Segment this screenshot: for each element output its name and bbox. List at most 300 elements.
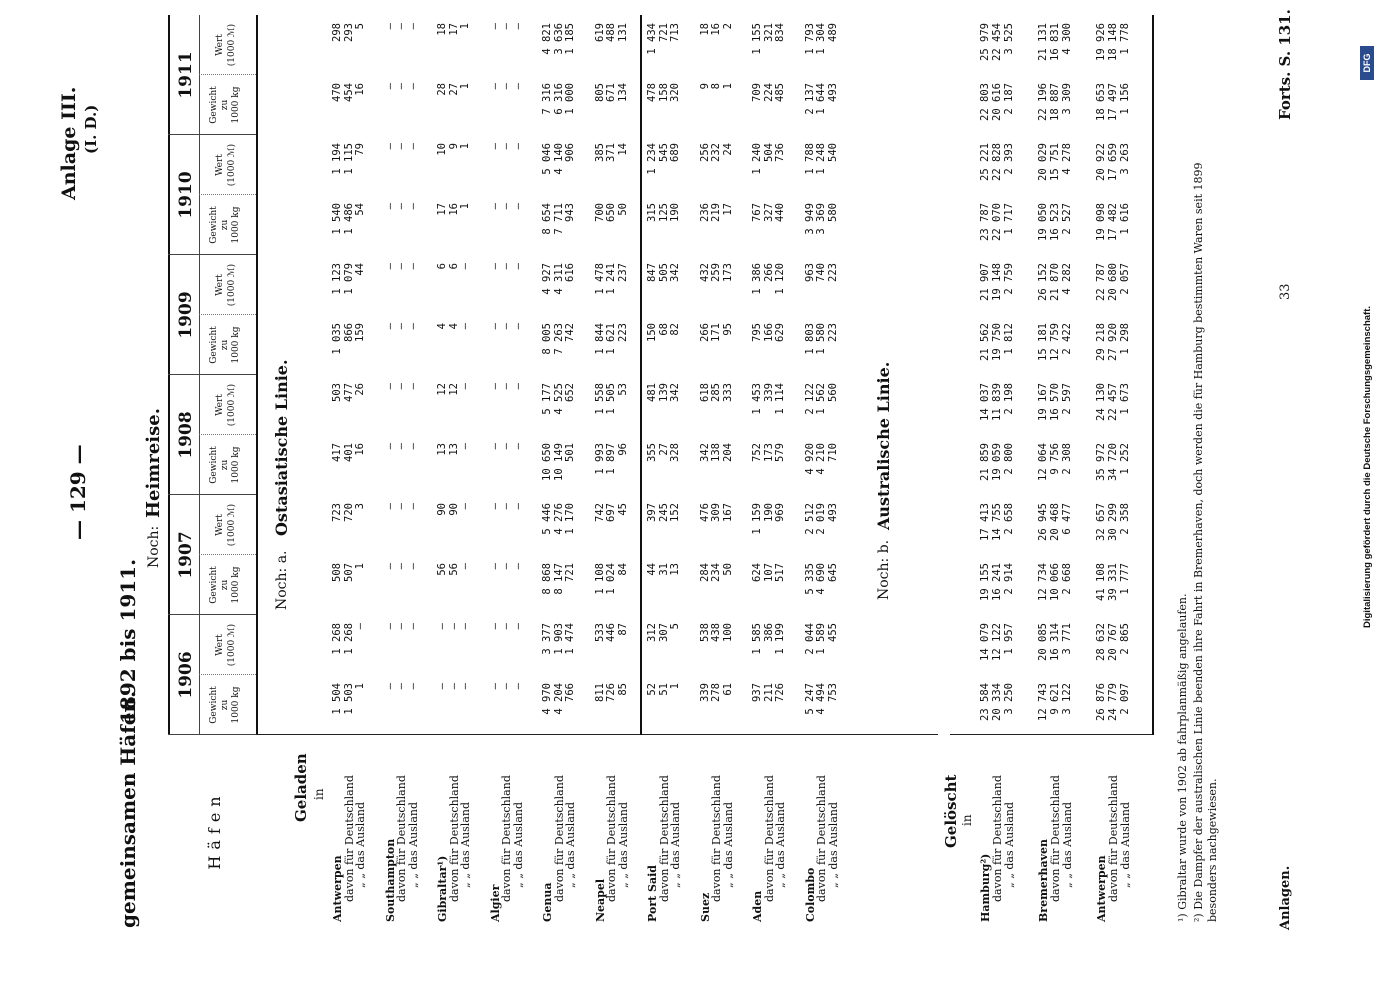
cell-value: 96	[616, 443, 629, 456]
cell-value: 8 005	[541, 323, 553, 355]
cell-value: 969	[774, 503, 786, 522]
cell-value: 386	[762, 623, 775, 642]
cell-value: 1 185	[564, 23, 576, 55]
cell-value: 1 114	[774, 383, 786, 415]
row-label: „ „ das Ausland	[1003, 801, 1016, 888]
cell-value: 12 743	[1037, 683, 1049, 721]
cell-value: 9	[447, 143, 460, 150]
cell-value: 23 787	[979, 203, 991, 241]
weight-header: Gewicht	[209, 446, 219, 484]
cell-value: 166	[762, 323, 775, 342]
row-label: davon für Deutschland	[991, 775, 1004, 902]
cell-value: —	[447, 683, 460, 690]
cell-value: 1	[459, 83, 471, 90]
cell-value: 342	[669, 263, 681, 282]
header-bottom-rule	[256, 15, 258, 735]
cell-value: 20 616	[991, 83, 1003, 121]
cell-value: 12 759	[1049, 323, 1061, 361]
cell-value: 1 035	[331, 323, 343, 355]
cell-value: 13	[436, 443, 448, 456]
cell-value: 10 066	[1049, 563, 1061, 601]
cell-value: 1 000	[564, 83, 576, 115]
value-header: Wert	[215, 634, 225, 656]
cell-value: 720	[342, 503, 355, 522]
value-header: Wert	[215, 514, 225, 536]
cell-value: 16	[710, 23, 722, 36]
cell-value: 61	[721, 683, 734, 696]
row-label: Port Said	[646, 865, 659, 922]
cell-value: 4 821	[541, 23, 553, 55]
cell-value: 937	[751, 683, 763, 702]
cell-value: 6	[447, 263, 460, 270]
cell-value: 1	[721, 83, 734, 90]
cell-value: 697	[605, 503, 617, 522]
value-header: Wert	[215, 394, 225, 416]
cell-value: 10	[436, 143, 448, 156]
title-left: gemeinsamen Häfen.	[116, 690, 140, 928]
cell-value: 5 446	[541, 503, 553, 535]
cell-value: —	[488, 143, 501, 150]
cell-value: 28	[436, 83, 448, 96]
row-label: Hamburg²)	[979, 853, 992, 922]
cell-value: 1 240	[751, 143, 763, 175]
cell-value: 285	[710, 383, 722, 402]
cell-value: 6	[436, 263, 448, 270]
cell-value: 2 019	[815, 503, 827, 535]
cell-value: 355	[646, 443, 658, 462]
cell-value: 1	[459, 143, 471, 150]
cell-value: 150	[646, 323, 658, 342]
cell-value: —	[436, 683, 448, 690]
weight-header: zu	[220, 339, 230, 351]
cell-value: 766	[564, 683, 576, 702]
cell-value: 1	[669, 683, 681, 690]
cell-value: 1 621	[605, 323, 617, 355]
cell-value: 51	[657, 683, 670, 696]
cell-value: 866	[342, 323, 355, 342]
cell-value: —	[511, 143, 524, 150]
cell-value: 1 644	[815, 83, 827, 115]
cell-value: —	[395, 83, 407, 90]
year-header: 1909	[176, 291, 196, 339]
cell-value: 1 503	[342, 683, 355, 715]
cell-value: 616	[564, 263, 576, 282]
cell-value: 4 282	[1061, 263, 1073, 295]
cell-value: 22 070	[991, 203, 1003, 241]
cell-value: 446	[605, 623, 617, 642]
title-years: 1892 bis 1911.	[116, 558, 140, 724]
cell-value: 3 949	[803, 203, 816, 235]
cell-value: 1 304	[815, 23, 827, 55]
cell-value: 232	[710, 143, 722, 162]
cell-value: —	[383, 323, 396, 330]
cell-value: 7 263	[552, 323, 565, 355]
cell-value: 4 920	[803, 443, 816, 475]
cell-value: 371	[605, 143, 617, 162]
digitization-note: Digitalisierung gefördert durch die Deutsche Forschungsgemeinschaft.	[1362, 306, 1373, 628]
cell-value: 1	[354, 563, 366, 570]
weight-header: 1000 kg	[231, 86, 241, 124]
cell-value: —	[511, 503, 524, 510]
cell-value: 440	[774, 203, 786, 222]
weight-header: Gewicht	[209, 686, 219, 724]
cell-value: 1 673	[1119, 383, 1131, 415]
cell-value: 2 097	[1119, 683, 1131, 715]
cell-value: —	[395, 683, 407, 690]
cell-value: —	[395, 563, 407, 570]
cell-value: 493	[826, 503, 839, 522]
cell-value: 740	[815, 263, 827, 282]
cell-value: 1 194	[331, 143, 343, 175]
cell-value: 7 711	[552, 203, 565, 235]
cell-value: 21 870	[1049, 263, 1061, 301]
cell-value: 618	[698, 383, 711, 402]
cell-value: 18	[436, 23, 448, 36]
cell-value: 1 803	[803, 323, 816, 355]
cell-value: 9	[698, 83, 711, 90]
weight-header: 1000 kg	[231, 446, 241, 484]
section-loaded-sub: in	[312, 788, 326, 800]
cell-value: —	[459, 563, 471, 570]
row-label: davon für Deutschland	[342, 775, 356, 902]
cell-value: 753	[826, 683, 839, 702]
cell-value: 721	[564, 563, 576, 582]
cell-value: 485	[774, 83, 786, 102]
cell-value: —	[436, 623, 448, 630]
cell-value: —	[511, 563, 524, 570]
cell-value: —	[459, 383, 471, 390]
cell-value: 652	[564, 383, 576, 402]
cell-value: 3 771	[1061, 623, 1073, 655]
cell-value: 13	[669, 563, 681, 576]
cell-value: 19 167	[1037, 383, 1049, 421]
cell-value: 3	[354, 503, 366, 510]
cell-value: 245	[657, 503, 670, 522]
cell-value: 13	[447, 443, 460, 456]
cell-value: 16 523	[1049, 203, 1061, 241]
cell-value: —	[500, 203, 512, 210]
row-label: Antwerpen	[1095, 855, 1108, 922]
cell-value: 19 155	[979, 563, 991, 601]
cell-value: 342	[669, 383, 681, 402]
cell-value: 12	[447, 383, 460, 396]
cell-value: 16 241	[991, 563, 1003, 601]
cell-value: 22 828	[991, 143, 1003, 181]
row-label: davon für Deutschland	[605, 775, 618, 902]
cell-value: —	[500, 563, 512, 570]
cell-value: 44	[354, 263, 366, 276]
cell-value: —	[488, 563, 501, 570]
cell-value: 1	[459, 203, 471, 210]
cell-value: 470	[331, 83, 343, 102]
cell-value: 2 512	[803, 503, 816, 535]
cell-value: 3 122	[1061, 683, 1073, 715]
cell-value: 1 199	[774, 623, 786, 655]
weight-header: 1000 kg	[231, 326, 241, 364]
row-label: Colombo	[803, 867, 817, 922]
cell-value: —	[488, 203, 501, 210]
cell-value: 79	[354, 143, 366, 156]
footnote-2-line-2: besonders nachgewiesen.	[1206, 778, 1219, 922]
cell-value: 328	[669, 443, 681, 462]
cell-value: 943	[564, 203, 576, 222]
cell-value: 173	[721, 263, 734, 282]
cell-value: —	[500, 443, 512, 450]
cell-value: 19 059	[991, 443, 1003, 481]
year-header: 1911	[176, 51, 196, 99]
subtitle: Heimreise.	[143, 408, 164, 518]
table-top-rule	[168, 15, 170, 735]
value-header: (1000 ℳ)	[227, 263, 237, 307]
cell-value: 723	[331, 503, 343, 522]
weight-header: Gewicht	[209, 86, 219, 124]
row-label: Genua	[541, 882, 554, 922]
cell-value: —	[459, 503, 471, 510]
year-header: 1907	[176, 531, 196, 579]
page-number: — 129 —	[66, 444, 90, 540]
cell-value: —	[511, 623, 524, 630]
cell-value: 17 482	[1107, 203, 1119, 241]
cell-value: 90	[436, 503, 448, 516]
cell-value: —	[406, 623, 419, 630]
cell-value: 236	[698, 203, 711, 222]
cell-value: 167	[721, 503, 734, 522]
cell-value: —	[488, 503, 501, 510]
cell-value: 307	[657, 623, 670, 642]
cell-value: 339	[762, 383, 775, 402]
footer-continued: Forts. S. 131.	[1276, 9, 1294, 120]
cell-value: 29 218	[1095, 323, 1107, 361]
cell-value: 4 204	[552, 683, 565, 715]
cell-value: 24 779	[1107, 683, 1119, 721]
cell-value: —	[383, 563, 396, 570]
cell-value: 1 108	[593, 563, 606, 595]
cell-value: 1 474	[564, 623, 576, 655]
cell-value: 2 187	[1003, 83, 1015, 115]
cell-value: 1 155	[751, 23, 763, 55]
weight-header: 1000 kg	[231, 566, 241, 604]
row-label: davon für Deutschland	[447, 775, 461, 902]
cell-value: 2 122	[803, 383, 816, 415]
cell-value: 501	[564, 443, 576, 462]
cell-value: 30 299	[1107, 503, 1119, 541]
cell-value: 805	[593, 83, 606, 102]
cell-value: 2 393	[1003, 143, 1015, 175]
cell-value: 3 369	[815, 203, 827, 235]
cell-value: 1 777	[1119, 563, 1131, 595]
cell-value: —	[406, 203, 419, 210]
cell-value: 417	[331, 443, 343, 462]
cell-value: 1 505	[605, 383, 617, 415]
cell-value: 19 750	[991, 323, 1003, 361]
cell-value: 312	[646, 623, 658, 642]
cell-value: 432	[698, 263, 711, 282]
cell-value: 2 044	[803, 623, 816, 655]
footer-page-number: 33	[1278, 283, 1293, 300]
row-label: davon für Deutschland	[395, 775, 408, 902]
cell-value: 1 486	[342, 203, 355, 235]
cell-value: —	[500, 683, 512, 690]
row-label: davon für Deutschland	[657, 775, 671, 902]
cell-value: —	[488, 683, 501, 690]
cell-value: 20 029	[1037, 143, 1049, 181]
cell-value: 19 098	[1095, 203, 1107, 241]
cell-value: 158	[657, 83, 670, 102]
row-label: Gibraltar¹)	[436, 855, 449, 922]
cell-value: 25 979	[979, 23, 991, 61]
cell-value: 4 494	[815, 683, 827, 715]
cell-value: 710	[826, 443, 839, 462]
cell-value: 3 309	[1061, 83, 1073, 115]
cell-value: —	[488, 383, 501, 390]
row-label: davon für Deutschland	[552, 775, 566, 902]
cell-value: —	[395, 503, 407, 510]
weight-header: 1000 kg	[231, 206, 241, 244]
cell-value: 2 057	[1119, 263, 1131, 295]
cell-value: 4 276	[552, 503, 565, 535]
section-b-title: Australische Linie.	[874, 361, 893, 530]
cell-value: 1 844	[593, 323, 606, 355]
cell-value: 18 653	[1095, 83, 1107, 121]
section-a-title: Ostasiatische Linie.	[272, 359, 291, 536]
cell-value: 82	[669, 323, 681, 336]
cell-value: 16	[354, 83, 366, 96]
cell-value: —	[383, 383, 396, 390]
cell-value: 709	[751, 83, 763, 102]
cell-value: 309	[710, 503, 722, 522]
cell-value: 50	[721, 563, 734, 576]
cell-value: 333	[721, 383, 734, 402]
cell-value: 4 927	[541, 263, 553, 295]
cell-value: 12 734	[1037, 563, 1049, 601]
cell-value: 14 037	[979, 383, 991, 421]
cell-value: 17	[447, 23, 460, 36]
cell-value: 15 181	[1037, 323, 1049, 361]
cell-value: 721	[657, 23, 670, 42]
cell-value: 20 922	[1095, 143, 1107, 181]
section-unloaded-sub: in	[960, 814, 974, 826]
cell-value: 90	[447, 503, 460, 516]
weight-header: zu	[220, 579, 230, 591]
row-label: davon für Deutschland	[1049, 775, 1062, 902]
cell-value: 266	[762, 263, 775, 282]
cell-value: —	[406, 83, 419, 90]
cell-value: 3 250	[1003, 683, 1015, 715]
cell-value: 27	[657, 443, 670, 456]
weight-header: Gewicht	[209, 326, 219, 364]
cell-value: 1 540	[331, 203, 343, 235]
cell-value: 139	[657, 383, 670, 402]
cell-value: —	[488, 23, 501, 30]
cell-value: 16	[447, 203, 460, 216]
cell-value: —	[406, 383, 419, 390]
cell-value: 2 800	[1003, 443, 1015, 475]
cell-value: 342	[698, 443, 711, 462]
cell-value: 1	[354, 683, 366, 690]
cell-value: —	[383, 203, 396, 210]
cell-value: 224	[762, 83, 775, 102]
cell-value: 339	[698, 683, 711, 702]
cell-value: —	[383, 503, 396, 510]
cell-value: 56	[436, 563, 448, 576]
cell-value: —	[395, 323, 407, 330]
section-a-bottom-rule	[640, 15, 642, 735]
cell-value: 24 130	[1095, 383, 1107, 421]
value-header: Wert	[215, 154, 225, 176]
cell-value: 16 570	[1049, 383, 1061, 421]
cell-value: 3 377	[541, 623, 553, 655]
weight-header: zu	[220, 219, 230, 231]
cell-value: 22 803	[979, 83, 991, 121]
cell-value: 713	[669, 23, 681, 42]
cell-value: 237	[616, 263, 629, 282]
cell-value: 223	[826, 263, 839, 282]
cell-value: 18	[698, 23, 711, 36]
cell-value: —	[383, 443, 396, 450]
cell-value: —	[459, 323, 471, 330]
cell-value: —	[395, 443, 407, 450]
cell-value: 2 198	[1003, 383, 1015, 415]
cell-value: 17 659	[1107, 143, 1119, 181]
cell-value: 505	[657, 263, 670, 282]
cell-value: 125	[657, 203, 670, 222]
cell-value: —	[383, 23, 396, 30]
cell-value: 545	[657, 143, 670, 162]
cell-value: 16 314	[1049, 623, 1061, 661]
cell-value: 795	[751, 323, 763, 342]
cell-value: 4 525	[552, 383, 565, 415]
cell-value: 1 120	[774, 263, 786, 295]
cell-value: 52	[646, 683, 658, 696]
cell-value: 507	[342, 563, 355, 582]
cell-value: 4 970	[541, 683, 553, 715]
cell-value: 25 221	[979, 143, 991, 181]
cell-value: —	[406, 143, 419, 150]
cell-value: 736	[774, 143, 786, 162]
cell-value: 963	[803, 263, 816, 282]
cell-value: 752	[751, 443, 763, 462]
cell-value: 21 859	[979, 443, 991, 481]
cell-value: 315	[646, 203, 658, 222]
cell-value: 4 210	[815, 443, 827, 475]
cell-value: 560	[826, 383, 839, 402]
cell-value: 8	[710, 83, 722, 90]
cell-value: 5	[354, 23, 366, 30]
cell-value: 20 767	[1107, 623, 1119, 661]
cell-value: —	[500, 143, 512, 150]
cell-value: 9 621	[1049, 683, 1061, 715]
weight-header: zu	[220, 699, 230, 711]
cell-value: 5 335	[803, 563, 816, 595]
cell-value: 4 140	[552, 143, 565, 175]
cell-value: 23 584	[979, 683, 991, 721]
cell-value: 11 839	[991, 383, 1003, 421]
cell-value: 689	[669, 143, 681, 162]
cell-value: 645	[826, 563, 839, 582]
cell-value: —	[406, 443, 419, 450]
row-label: „ „ das Ausland	[1061, 801, 1074, 888]
cell-value: 5 247	[803, 683, 816, 715]
cell-value: 726	[605, 683, 617, 702]
cell-value: 1 993	[593, 443, 606, 475]
cell-value: 284	[698, 563, 711, 582]
cell-value: 39 331	[1107, 563, 1119, 601]
cell-value: 906	[564, 143, 576, 162]
cell-value: 234	[710, 563, 722, 582]
cell-value: —	[395, 143, 407, 150]
value-header: (1000 ℳ)	[227, 23, 237, 67]
cell-value: 6 477	[1061, 503, 1073, 535]
